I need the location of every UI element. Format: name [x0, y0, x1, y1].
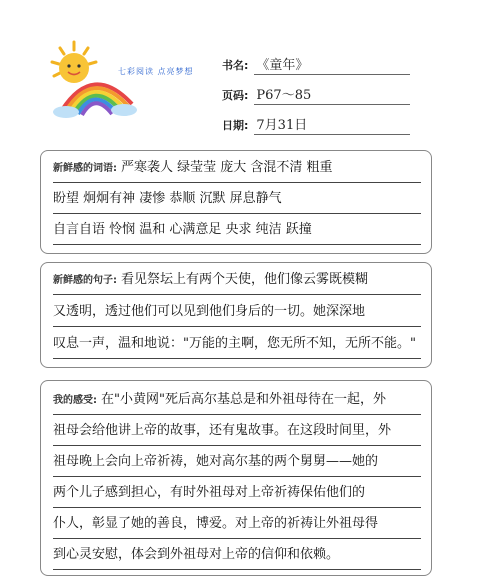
feeling-line-text: 到心灵安慰，体会到外祖母对上帝的信仰和依赖。: [53, 547, 340, 562]
pages-row: [222, 84, 410, 105]
date-label: 日期:: [222, 119, 249, 132]
words-section: [40, 150, 432, 254]
pages-value: P67～85: [254, 84, 410, 105]
book-row: [222, 54, 410, 75]
words-label: 新鲜感的词语:: [53, 163, 117, 174]
feeling-line: [53, 540, 421, 570]
words-line: [53, 215, 421, 245]
sentences-label: 新鲜感的句子:: [53, 275, 117, 286]
words-line-text: 自言自语 怜悯 温和 心满意足 央求 纯洁 跃撞: [53, 222, 312, 237]
book-label: 书名:: [222, 59, 249, 72]
feeling-line: [53, 447, 421, 477]
feeling-label: 我的感受:: [53, 395, 97, 406]
feeling-section: [40, 380, 432, 576]
date-row: [222, 114, 410, 135]
feeling-line-text: 仆人，彰显了她的善良，博爱。对上帝的祈祷让外祖母得: [53, 516, 379, 531]
feeling-line-text: 在"小黄网"死后高尔基总是和外祖母待在一起，外: [101, 392, 386, 407]
sentences-line: [53, 329, 421, 359]
sentences-line: [53, 297, 421, 327]
feeling-line: [53, 478, 421, 508]
pages-label: 页码:: [222, 89, 249, 102]
worksheet-header: [0, 0, 500, 150]
book-value: 《童年》: [254, 54, 410, 75]
sentences-line: [53, 265, 421, 295]
words-line: [53, 153, 421, 183]
sentences-section: [40, 262, 432, 368]
slogan-text: 七彩阅读 点亮梦想: [118, 67, 194, 76]
feeling-line-text: 两个儿子感到担心，有时外祖母对上帝祈祷保佑他们的: [53, 485, 366, 500]
feeling-line-text: 祖母晚上会向上帝祈祷，她对高尔基的两个舅舅——她的: [53, 454, 379, 469]
feeling-line: [53, 416, 421, 446]
words-line-text: 严寒袭人 绿莹莹 庞大 含混不清 粗重: [121, 160, 333, 175]
words-line: [53, 184, 421, 214]
feeling-line: [53, 385, 421, 415]
words-line-text: 盼望 炯炯有神 凄惨 恭顺 沉默 屏息静气: [53, 191, 282, 206]
sentences-line-text: 叹息一声，温和地说："万能的主啊，您无所不知，无所不能。": [53, 336, 416, 351]
sentences-line-text: 看见祭坛上有两个天使，他们像云雾既模糊: [121, 272, 369, 287]
feeling-line-text: 祖母会给他讲上帝的故事，还有鬼故事。在这段时间里，外: [53, 423, 392, 438]
sun-rainbow-logo: [48, 40, 138, 120]
sentences-line-text: 又透明，透过他们可以见到他们身后的一切。她深深地: [53, 304, 366, 319]
date-value: 7月31日: [254, 114, 410, 135]
feeling-line: [53, 509, 421, 539]
